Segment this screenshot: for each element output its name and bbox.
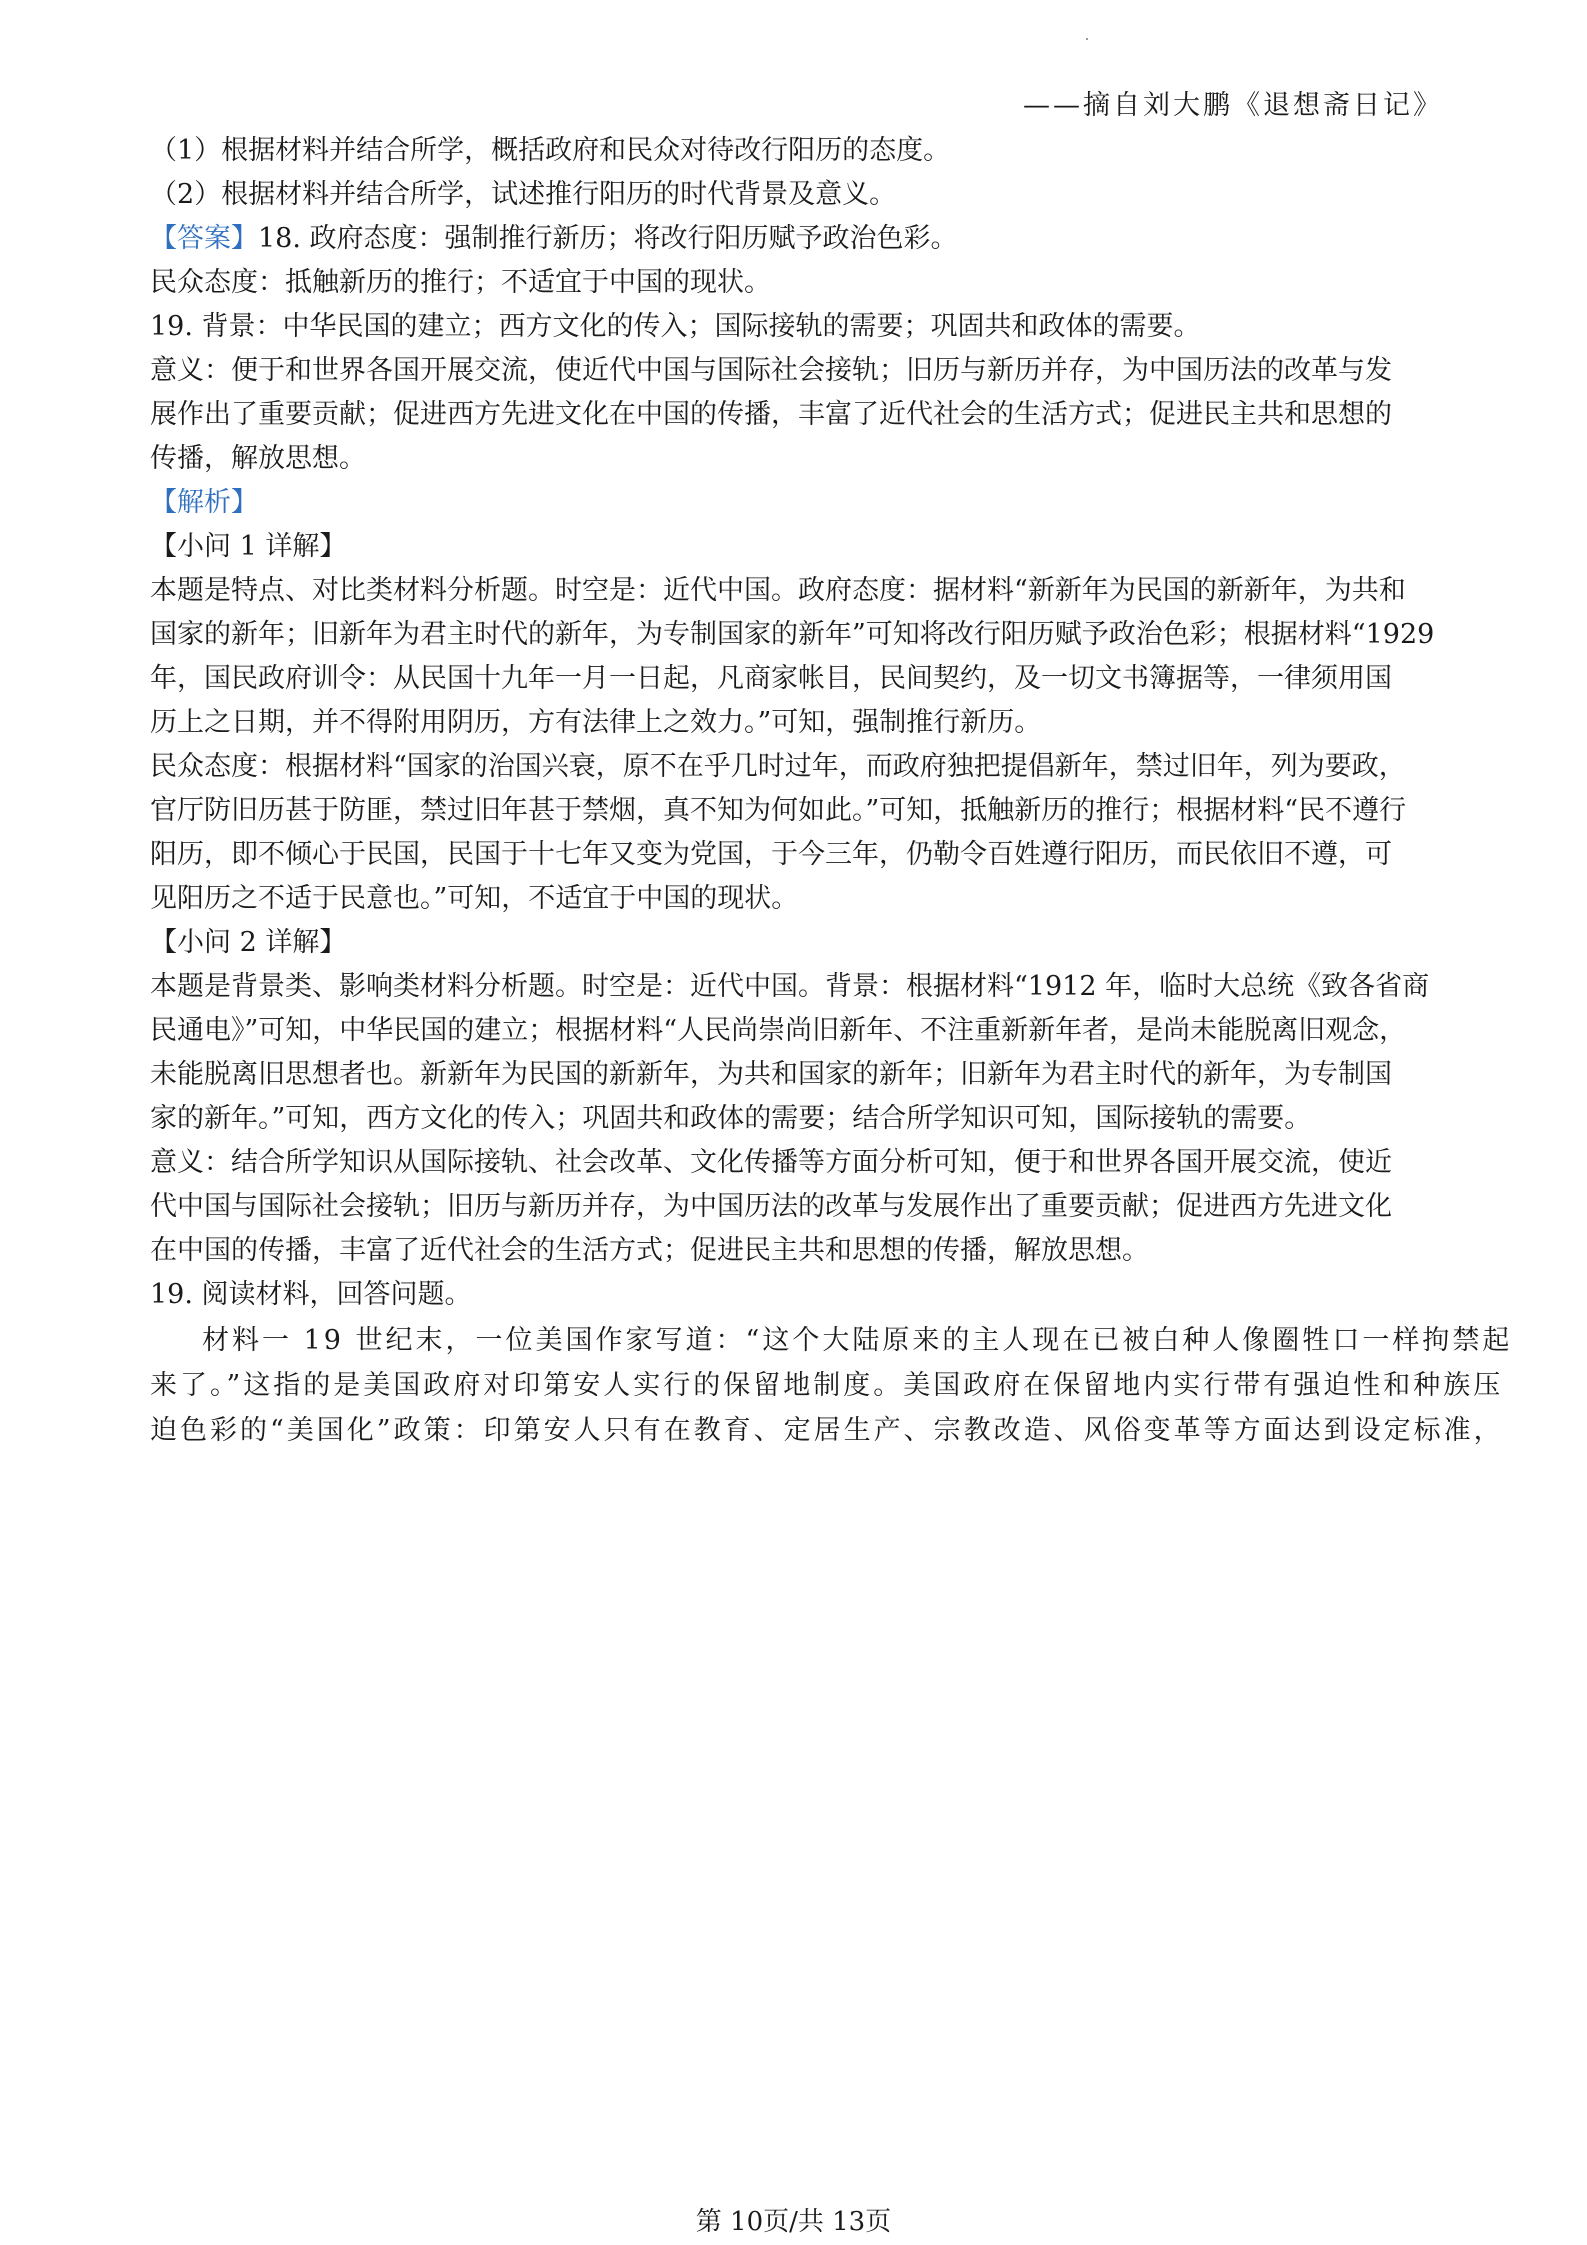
material-line: 材料一 19 世纪末，一位美国作家写道：“这个大陆原来的主人现在已被白种人像圈牲口一样拘禁起 (202, 1325, 1513, 1356)
scan-speck (1086, 38, 1088, 40)
answer-tag: 【答案】 (150, 223, 258, 254)
answer-line: 19. 背景：中华民国的建立；西方文化的传入；国际接轨的需要；巩固共和政体的需要。 (150, 311, 1201, 342)
sub1-line: 本题是特点、对比类材料分析题。时空是：近代中国。政府态度：据材料“新新年为民国的新新年，为共和 (150, 575, 1406, 606)
answer-line (150, 219, 1450, 259)
sub2-heading: 【小问 2 详解】 (150, 927, 347, 958)
sub1-line: 阳历，即不倾心于民国，民国于十七年又变为党国，于今三年，仍勒令百姓遵行阳历，而民依旧不遵，可 (150, 839, 1392, 870)
question-19-title: 19. 阅读材料，回答问题。 (150, 1279, 472, 1310)
page-number: 第 10页/共 13页 (695, 2207, 892, 2237)
sub1-line: 国家的新年；旧新年为君主时代的新年，为专制国家的新年”可知将改行阳历赋予政治色彩；根据材料“1929 (150, 619, 1435, 650)
material-line: 迫色彩的“美国化”政策：印第安人只有在教育、定居生产、宗教改造、风俗变革等方面达到设定标准， (150, 1415, 1504, 1446)
sub2-line: 在中国的传播，丰富了近代社会的生活方式；促进民主共和思想的传播，解放思想。 (150, 1235, 1149, 1266)
sub2-line: 本题是背景类、影响类材料分析题。时空是：近代中国。背景：根据材料“1912 年，临时大总统《致各省商 (150, 971, 1430, 1002)
sub1-line: 民众态度：根据材料“国家的治国兴衰，原不在乎几时过年，而政府独把提倡新年，禁过旧年，列为要政， (150, 751, 1406, 782)
answer-text: 18. 政府态度：强制推行新历；将改行阳历赋予政治色彩。 (258, 223, 958, 254)
question-1: （1）根据材料并结合所学，概括政府和民众对待改行阳历的态度。 (150, 135, 951, 166)
sub1-line: 历上之日期，并不得附用阴历，方有法律上之效力。”可知，强制推行新历。 (150, 707, 1042, 738)
question-2: （2）根据材料并结合所学，试述推行阳历的时代背景及意义。 (150, 179, 897, 210)
sub1-line: 官厅防旧历甚于防匪，禁过旧年甚于禁烟，真不知为何如此。”可知，抵触新历的推行；根据材料“民不遵行 (150, 795, 1407, 826)
analysis-tag: 【解析】 (150, 487, 258, 518)
sub2-line: 民通电》”可知，中华民国的建立；根据材料“人民尚崇尚旧新年、不注重新新年者，是尚未能脱离旧观念， (150, 1015, 1407, 1046)
material-line: 来了。”这指的是美国政府对印第安人实行的保留地制度。美国政府在保留地内实行带有强迫性和种族压 (150, 1370, 1504, 1401)
answer-line: 意义：便于和世界各国开展交流，使近代中国与国际社会接轨；旧历与新历并存，为中国历法的改革与发 (150, 355, 1392, 386)
sub2-line: 家的新年。”可知，西方文化的传入；巩固共和政体的需要；结合所学知识可知，国际接轨的需要。 (150, 1103, 1312, 1134)
sub2-line: 未能脱离旧思想者也。新新年为民国的新新年，为共和国家的新年；旧新年为君主时代的新年，为专制国 (150, 1059, 1392, 1090)
sub1-line: 见阳历之不适于民意也。”可知，不适宜于中国的现状。 (150, 883, 799, 914)
source-citation: ——摘自刘大鹏《退想斋日记》 (1023, 90, 1443, 121)
answer-line: 展作出了重要贡献；促进西方先进文化在中国的传播，丰富了近代社会的生活方式；促进民主共和思想的 (150, 399, 1392, 430)
sub2-line: 意义：结合所学知识从国际接轨、社会改革、文化传播等方面分析可知，便于和世界各国开展交流，使近 (150, 1147, 1392, 1178)
sub1-heading: 【小问 1 详解】 (150, 531, 347, 562)
answer-line: 传播，解放思想。 (150, 443, 366, 474)
answer-line: 民众态度：抵触新历的推行；不适宜于中国的现状。 (150, 267, 771, 298)
sub1-line: 年，国民政府训令：从民国十九年一月一日起，凡商家帐目，民间契约，及一切文书簿据等，一律须用国 (150, 663, 1392, 694)
sub2-line: 代中国与国际社会接轨；旧历与新历并存，为中国历法的改革与发展作出了重要贡献；促进西方先进文化 (150, 1191, 1392, 1222)
